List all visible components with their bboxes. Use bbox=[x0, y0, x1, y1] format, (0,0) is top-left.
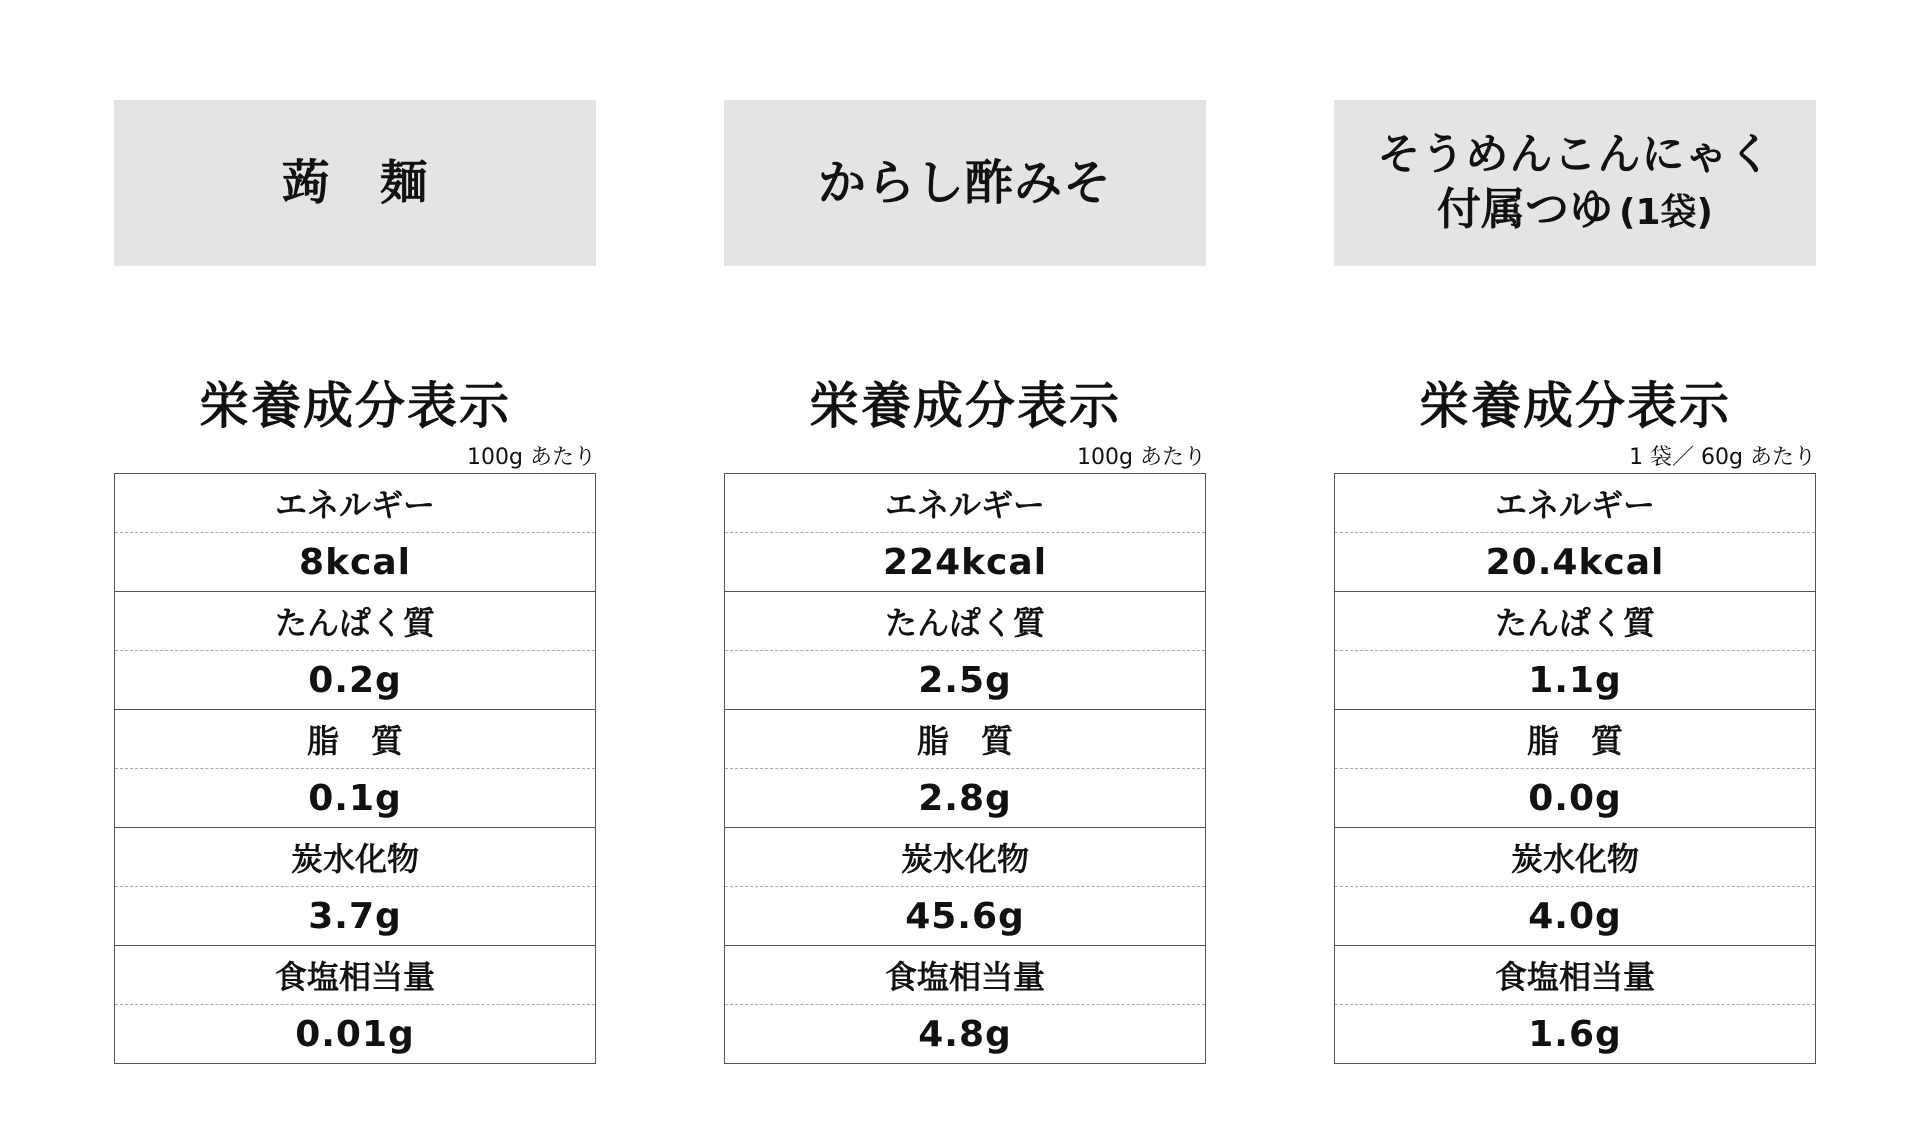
product-column-konmen bbox=[114, 0, 596, 1140]
nutrient-value-carbs: 3.7g bbox=[308, 895, 402, 937]
nutrient-row-fat bbox=[725, 709, 1205, 827]
serving-basis: 100g あたり bbox=[467, 445, 596, 470]
nutrient-row-salt bbox=[1335, 945, 1815, 1063]
nutrient-value-protein: 0.2g bbox=[308, 659, 402, 701]
product-name-box bbox=[114, 100, 596, 266]
nutrient-value-energy: 224kcal bbox=[882, 541, 1048, 583]
nutrient-row-fat bbox=[1335, 709, 1815, 827]
nutrient-label-energy: エネルギー bbox=[725, 474, 1205, 533]
nutrient-label-salt: 食塩相当量 bbox=[1335, 946, 1815, 1005]
nutrient-value-fat: 0.0g bbox=[1528, 777, 1622, 819]
nutrient-row-protein bbox=[115, 591, 595, 709]
product-column-karashi-sumiso bbox=[724, 0, 1206, 1140]
nutrient-row-fat bbox=[115, 709, 595, 827]
nutrient-row-energy bbox=[725, 474, 1205, 591]
nutrient-label-fat: 脂 質 bbox=[115, 710, 595, 769]
serving-basis: 100g あたり bbox=[1077, 445, 1206, 470]
nutrient-value-protein: 1.1g bbox=[1528, 659, 1622, 701]
nutrient-row-carbs bbox=[1335, 827, 1815, 945]
nutrient-label-protein: たんぱく質 bbox=[725, 592, 1205, 651]
nutrition-section-title: 栄養成分表示 bbox=[809, 377, 1121, 435]
nutrient-row-energy bbox=[1335, 474, 1815, 591]
nutrient-value-carbs: 4.0g bbox=[1528, 895, 1622, 937]
product-column-somen-konnyaku-tsuyu bbox=[1334, 0, 1816, 1140]
nutrient-value-salt: 4.8g bbox=[918, 1013, 1012, 1055]
nutrient-label-fat: 脂 質 bbox=[725, 710, 1205, 769]
nutrient-value-salt: 1.6g bbox=[1528, 1013, 1622, 1055]
nutrient-row-salt bbox=[725, 945, 1205, 1063]
product-name: からし酢みそ bbox=[817, 155, 1112, 211]
nutrient-row-energy bbox=[115, 474, 595, 591]
nutrient-value-fat: 0.1g bbox=[308, 777, 402, 819]
nutrient-label-carbs: 炭水化物 bbox=[1335, 828, 1815, 887]
nutrient-row-protein bbox=[1335, 591, 1815, 709]
product-subtitle-text: 付属つゆ bbox=[1437, 184, 1614, 236]
nutrient-value-energy: 20.4kcal bbox=[1485, 541, 1665, 583]
nutrient-value-fat: 2.8g bbox=[918, 777, 1012, 819]
product-subtitle-note: (1袋) bbox=[1619, 192, 1713, 234]
product-name-box bbox=[724, 100, 1206, 266]
nutrition-table bbox=[114, 473, 596, 1064]
nutrient-label-protein: たんぱく質 bbox=[115, 592, 595, 651]
nutrition-section-title: 栄養成分表示 bbox=[199, 377, 511, 435]
nutrient-label-salt: 食塩相当量 bbox=[115, 946, 595, 1005]
nutrient-row-protein bbox=[725, 591, 1205, 709]
nutrient-row-carbs bbox=[725, 827, 1205, 945]
product-name-box bbox=[1334, 100, 1816, 266]
nutrient-row-carbs bbox=[115, 827, 595, 945]
nutrient-label-energy: エネルギー bbox=[115, 474, 595, 533]
product-subtitle bbox=[1437, 182, 1713, 237]
nutrient-value-protein: 2.5g bbox=[918, 659, 1012, 701]
nutrient-label-fat: 脂 質 bbox=[1335, 710, 1815, 769]
nutrient-value-salt: 0.01g bbox=[295, 1013, 415, 1055]
nutrient-label-carbs: 炭水化物 bbox=[115, 828, 595, 887]
nutrient-label-protein: たんぱく質 bbox=[1335, 592, 1815, 651]
nutrient-label-energy: エネルギー bbox=[1335, 474, 1815, 533]
serving-basis: 1 袋／ 60g あたり bbox=[1629, 445, 1816, 470]
nutrition-section-title: 栄養成分表示 bbox=[1419, 377, 1731, 435]
nutrient-row-salt bbox=[115, 945, 595, 1063]
product-name: 蒟 麺 bbox=[281, 155, 429, 211]
product-name: そうめんこんにゃく bbox=[1377, 129, 1773, 180]
nutrient-label-salt: 食塩相当量 bbox=[725, 946, 1205, 1005]
nutrition-table bbox=[1334, 473, 1816, 1064]
nutrient-label-carbs: 炭水化物 bbox=[725, 828, 1205, 887]
nutrient-value-carbs: 45.6g bbox=[905, 895, 1025, 937]
nutrient-value-energy: 8kcal bbox=[299, 541, 411, 583]
nutrition-table bbox=[724, 473, 1206, 1064]
